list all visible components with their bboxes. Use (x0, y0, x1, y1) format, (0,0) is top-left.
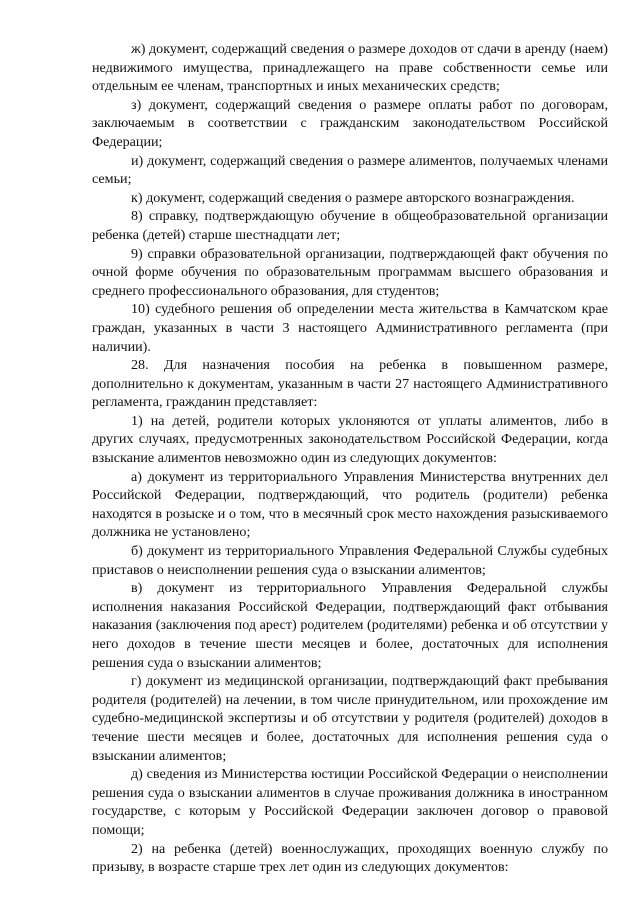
paragraph-subitem-b: б) документ из территориального Управления Федеральной Службы судебных приставов о неисполнении решения суда о взыскании алиментов; (92, 543, 608, 578)
paragraph-subitem-g: г) документ из медицинской организации, подтверждающий факт пребывания родителя (родителей) на лечении, в том числе принудительном, или прохождение им судебно-медицинской экспертизы и об отсутствии у родителя (родителей) доходов в течение шести месяцев и более, достаточных для исполнения решения суда о взыскании алиментов; (92, 673, 608, 764)
paragraph-subitem-d: д) сведения из Министерства юстиции Российской Федерации о неисполнении решения суда о взыскании алиментов в случае проживания должника в иностранном государстве, с которым у Российской Федерации заключен договор о правовой помощи; (92, 766, 608, 838)
paragraph-item-10: 10) судебного решения об определении места жительства в Камчатском крае граждан, указанных в части 3 настоящего Административного регламента (при наличии). (92, 301, 608, 355)
paragraph-item-8: 8) справку, подтверждающую обучение в общеобразовательной организации ребенка (детей) старше шестнадцати лет; (92, 208, 608, 243)
paragraph-section-28: 28. Для назначения пособия на ребенка в повышенном размере, дополнительно к документам, указанным в части 27 настоящего Административного регламента, гражданин представляет: (92, 357, 608, 411)
paragraph-item-z: з) документ, содержащий сведения о размере оплаты работ по договорам, заключаемым в соответствии с гражданским законодательством Российской Федерации; (92, 96, 608, 150)
document-body (92, 40, 608, 877)
paragraph-item-zh: ж) документ, содержащий сведения о размере доходов от сдачи в аренду (наем) недвижимого имущества, принадлежащего на праве собственности семье или отдельным ее членам, транспортных и иных механических средств; (92, 41, 608, 95)
paragraph-subitem-a: а) документ из территориального Управления Министерства внутренних дел Российской Федерации, подтверждающий, что родитель (родители) ребенка находятся в розыске и о том, что в месячный срок место нахождения разыскиваемого должника не установлено; (92, 468, 608, 541)
paragraph-item-2: 2) на ребенка (детей) военнослужащих, проходящих военную службу по призыву, в возрасте старше трех лет один из следующих документов: (92, 840, 608, 876)
paragraph-item-1: 1) на детей, родители которых уклоняются от уплаты алиментов, либо в других случаях, предусмотренных законодательством Российской Федерации, когда взыскание алиментов невозможно один из следующих документов: (92, 412, 608, 467)
paragraph-subitem-v: в) документ из территориального Управления Федеральной службы исполнения наказания Российской Федерации, подтверждающий факт отбывания наказания (заключения под арест) родителем (родителями) ребенка и об отсутствии у него доходов в течение шести месяцев и более, достаточных для исполнения решения суда о взыскании алиментов; (92, 580, 608, 671)
paragraph-item-k: к) документ, содержащий сведения о размере авторского вознаграждения. (131, 189, 575, 206)
paragraph-item-9: 9) справки образовательной организации, подтверждающей факт обучения по очной форме обучения по образовательным программам высшего образования и среднего профессионального образования, для студентов; (92, 245, 608, 299)
paragraph-item-i: и) документ, содержащий сведения о размере алиментов, получаемых членами семьи; (92, 152, 608, 188)
